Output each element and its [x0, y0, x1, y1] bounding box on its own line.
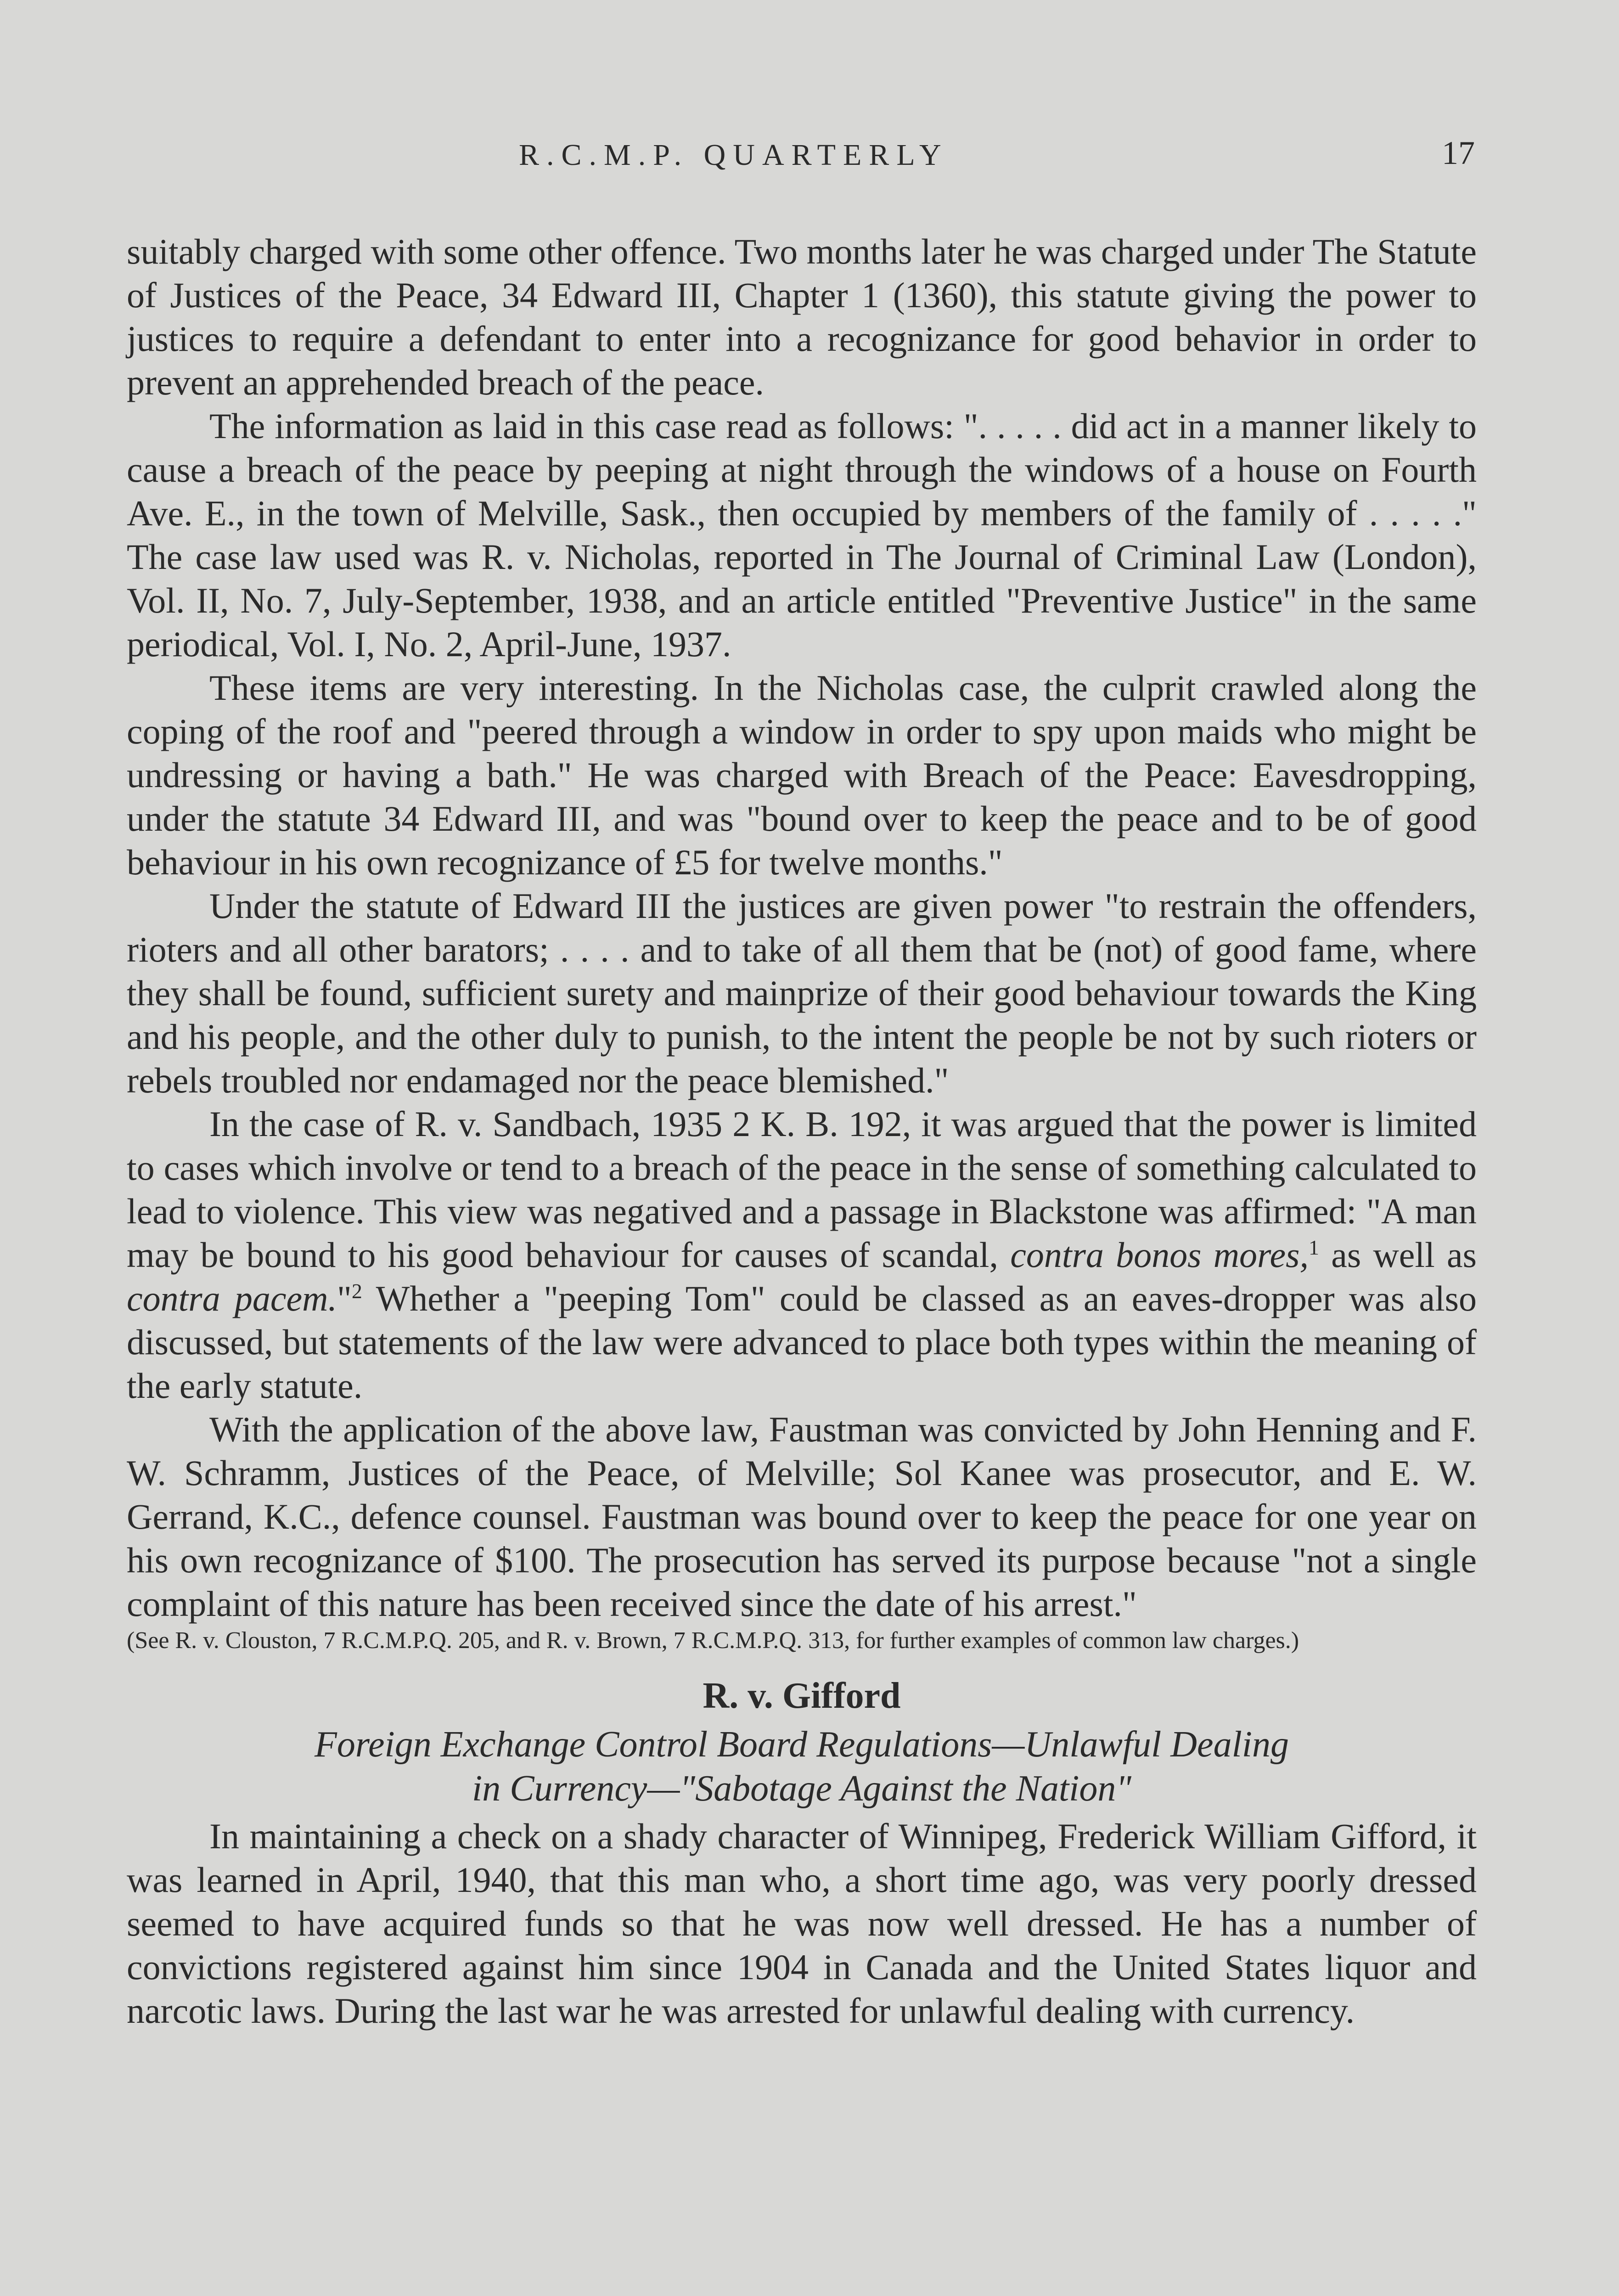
text-run: In the case of R. v. Sandbach, 1935 2 K. B. 192, it was argued that the power is limited to cases which involve or tend to a breach of the peace in the sense of something calculated to lead to violence. This view was negatived and a passage in Blackstone was affirmed: "A man may be bound to his good behaviour for causes of scandal, — [127, 1104, 1477, 1275]
paragraph: The information as laid in this case read as follows: ". . . . . did act in a manner likely to cause a breach of the peace by peeping at night through the windows of a house on Fourth Ave. E., in the town of Melville, Sask., then occupied by members of the family of . . . . ." The case law used was R. v. Nicholas, reported in The Journal of Criminal Law (London), Vol. II, No. 7, July-September, 1938, and an article entitled "Preventive Justice" in the same periodical, Vol. I, No. 2, April-June, 1937. — [127, 406, 1477, 664]
subtitle-line: in Currency—"Sabotage Against the Nation" — [472, 1768, 1131, 1809]
footnote-ref: 1 — [1308, 1236, 1319, 1259]
text-run: as well as — [1319, 1235, 1477, 1275]
editorial-note: (See R. v. Clouston, 7 R.C.M.P.Q. 205, and R. v. Brown, 7 R.C.M.P.Q. 313, for further examples of common law charges.) — [127, 1627, 1299, 1654]
section-title: R. v. Gifford — [703, 1676, 901, 1716]
page-number: 17 — [1442, 135, 1475, 171]
running-header: R.C.M.P. QUARTERLY — [519, 138, 949, 172]
paragraph: Under the statute of Edward III the justices are given power "to restrain the offenders, rioters and all other barators; . . . . and to take of all them that be (not) of good fame, where they shall be found, sufficient surety and mainprize of their good behaviour towards the King and his people, and the other duly to punish, to the intent the people be not by such rioters or rebels troubled nor endamaged nor the peace blemished." — [127, 886, 1477, 1100]
paragraph: With the application of the above law, Faustman was convicted by John Henning and F. W. Schramm, Justices of the Peace, of Melville; Sol Kanee was prosecutor, and E. W. Gerrand, K.C., defence counsel. Faustman was bound over to keep the peace for one year on his own recognizance of $100. The prosecution has served its purpose because "not a single complaint of this nature has been received since the date of his arrest." — [127, 1409, 1477, 1624]
footnote-ref: 2 — [351, 1279, 362, 1303]
section-subtitle — [127, 1722, 1477, 1811]
paragraph: suitably charged with some other offence. Two months later he was charged under The Statute of Justices of the Peace, 34 Edward III, Chapter 1 (1360), this statute giving the power to justices to require a defendant to enter into a recognizance for good behavior in order to prevent an apprehended breach of the peace. — [127, 231, 1477, 402]
article-body — [127, 230, 1477, 2032]
paragraph: In maintaining a check on a shady character of Winnipeg, Frederick William Gifford, it was learned in April, 1940, that this man who, a short time ago, was very poorly dressed seemed to have acquired funds so that he was now well dressed. He has a number of convictions registered against him since 1904 in Canada and the United States liquor and narcotic laws. During the last war he was arrested for unlawful dealing with currency. — [127, 1816, 1477, 2031]
italic-phrase: contra pacem. — [127, 1278, 337, 1318]
italic-phrase: contra bonos mores, — [1010, 1235, 1309, 1275]
text-run: " — [337, 1278, 352, 1318]
paragraph-sandbach — [127, 1102, 1477, 1407]
text-run: Whether a "peeping Tom" could be classed as an eaves-dropper was also discussed, but statements of the law were advanced to place both types within the meaning of the early statute. — [127, 1278, 1477, 1406]
paragraph: These items are very interesting. In the Nicholas case, the culprit crawled along the coping of the roof and "peered through a window in order to spy upon maids who might be undressing or having a bath." He was charged with Breach of the Peace: Eavesdropping, under the statute 34 Edward III, and was "bound over to keep the peace and to be of good behaviour in his own recognizance of £5 for twelve months." — [127, 668, 1477, 882]
subtitle-line: Foreign Exchange Control Board Regulations—Unlawful Dealing — [314, 1724, 1289, 1765]
